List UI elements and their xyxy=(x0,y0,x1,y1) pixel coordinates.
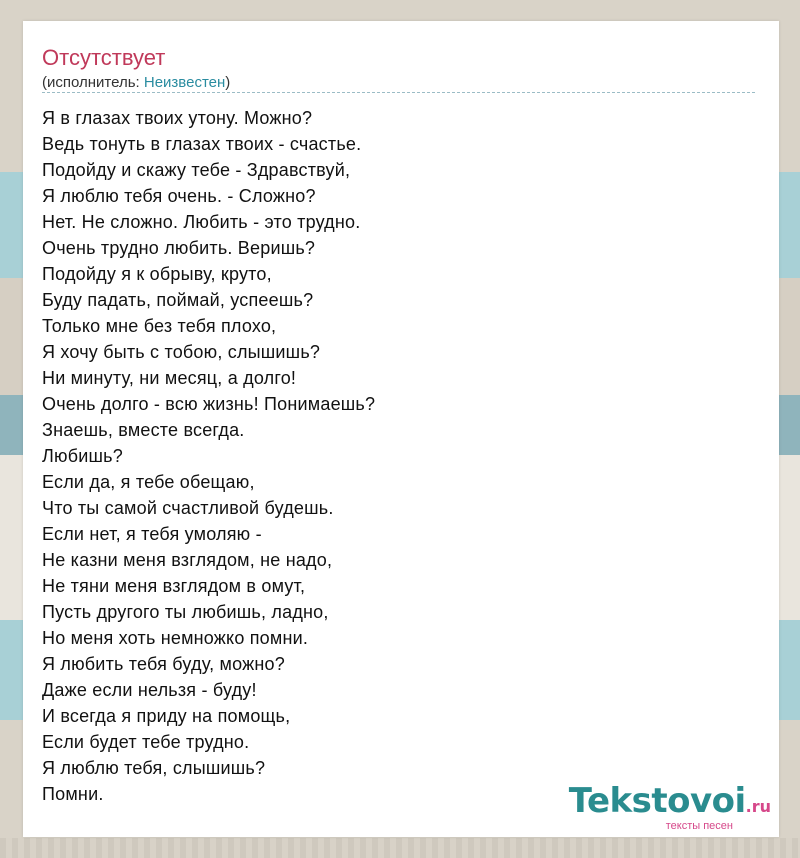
lyric-line: Очень трудно любить. Веришь? xyxy=(42,238,316,258)
lyric-line: Если да, я тебе обещаю, xyxy=(42,472,255,492)
lyric-line: Любишь? xyxy=(42,446,123,466)
lyric-line: Если будет тебе трудно. xyxy=(42,732,250,752)
lyric-line: Подойду я к обрыву, круто, xyxy=(42,264,272,284)
lyric-line: Нет. Не сложно. Любить - это трудно. xyxy=(42,212,361,232)
song-title: Отсутствует xyxy=(42,45,166,70)
artist-prefix: (исполнитель: xyxy=(42,74,144,91)
lyric-line: Если нет, я тебя умоляю - xyxy=(42,524,262,544)
lyric-line: Я хочу быть с тобою, слышишь? xyxy=(42,342,321,362)
logo-tagline: тексты песен xyxy=(665,820,733,832)
lyric-line: Ведь тонуть в глазах твоих - счастье. xyxy=(42,134,362,154)
lyric-line: Помни. xyxy=(42,784,104,804)
lyric-line: Не тяни меня взглядом в омут, xyxy=(42,576,306,596)
logo-tld: .ru xyxy=(745,797,771,816)
lyric-line: Что ты самой счастливой будешь. xyxy=(42,498,334,518)
lyric-line: Даже если нельзя - буду! xyxy=(42,680,257,700)
lyric-line: И всегда я приду на помощь, xyxy=(42,706,291,726)
lyric-line: Буду падать, поймай, успеешь? xyxy=(42,290,314,310)
lyric-line: Ни минуту, ни месяц, а долго! xyxy=(42,368,297,388)
lyric-line: Я люблю тебя, слышишь? xyxy=(42,758,266,778)
lyrics-text xyxy=(42,105,375,807)
lyric-line: Я в глазах твоих утону. Можно? xyxy=(42,108,313,128)
lyrics-card xyxy=(23,21,779,837)
lyric-line: Пусть другого ты любишь, ладно, xyxy=(42,602,329,622)
divider xyxy=(42,92,755,93)
artist-suffix: ) xyxy=(225,74,231,91)
lyric-line: Очень долго - всю жизнь! Понимаешь? xyxy=(42,394,376,414)
site-logo[interactable] xyxy=(568,781,771,832)
lyric-line: Но меня хоть немножко помни. xyxy=(42,628,309,648)
background-stripe xyxy=(0,838,800,858)
artist-line xyxy=(42,74,230,91)
logo-name: Tekstovoi xyxy=(568,781,746,821)
logo-wordmark xyxy=(568,781,771,824)
lyric-line: Знаешь, вместе всегда. xyxy=(42,420,245,440)
lyric-line: Не казни меня взглядом, не надо, xyxy=(42,550,333,570)
lyric-line: Подойду и скажу тебе - Здравствуй, xyxy=(42,160,351,180)
lyric-line: Только мне без тебя плохо, xyxy=(42,316,277,336)
artist-link[interactable]: Неизвестен xyxy=(143,74,226,91)
lyric-line: Я люблю тебя очень. - Сложно? xyxy=(42,186,316,206)
lyric-line: Я любить тебя буду, можно? xyxy=(42,654,285,674)
